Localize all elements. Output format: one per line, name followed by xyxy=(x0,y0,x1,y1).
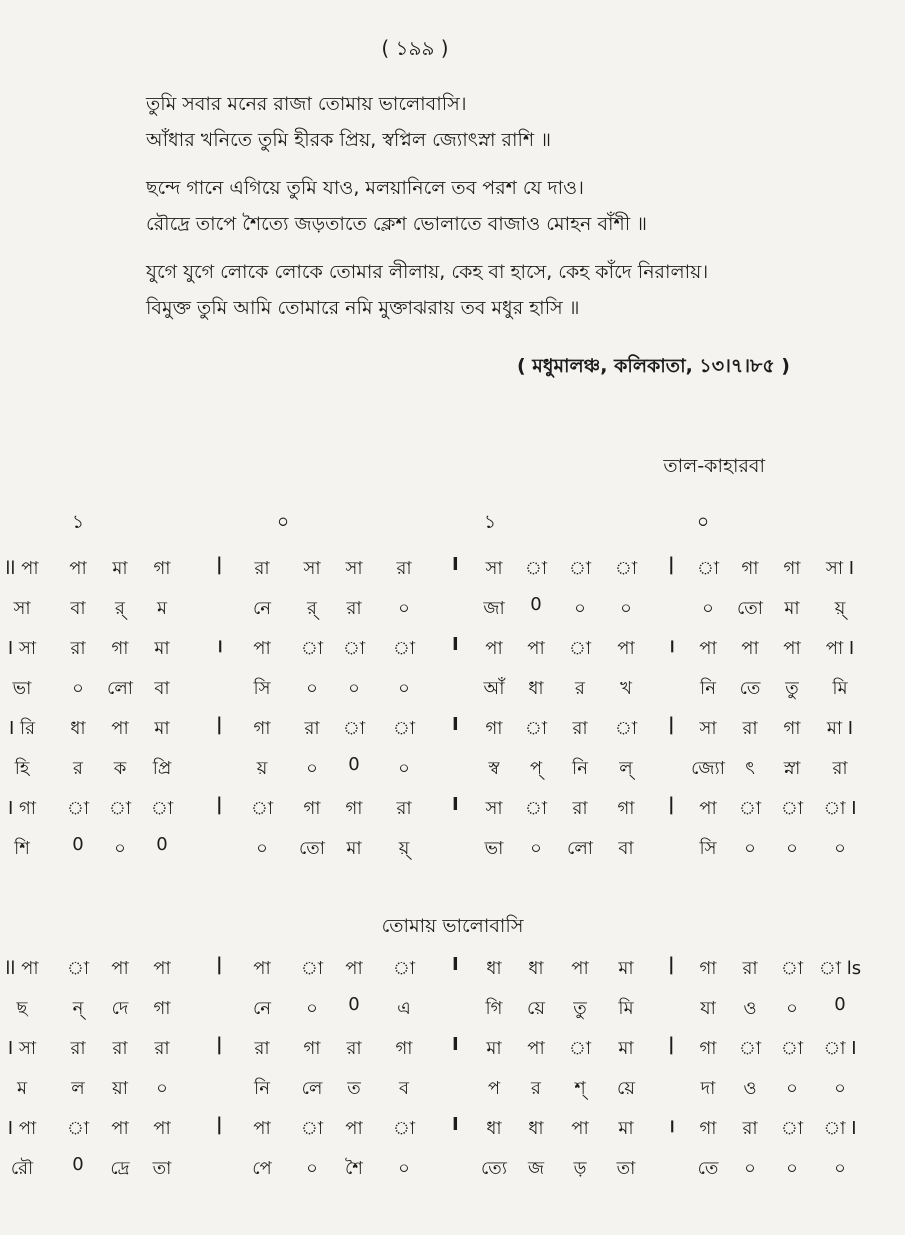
lyric-syllable: ন্ xyxy=(72,998,84,1019)
swara-note: সা xyxy=(699,718,717,739)
lyric-syllable: ড় xyxy=(573,1158,587,1179)
swara-note: পা xyxy=(345,958,363,979)
poem-line: ছন্দে গানে এগিয়ে তুমি যাও, মলয়ানিলে তব পরশ যে দাও। xyxy=(146,177,584,199)
poem-line: আঁধার খনিতে তুমি হীরক প্রিয়, স্বপ্নিল জ্যোৎস্না রাশি ॥ xyxy=(146,129,551,151)
lyric-syllable: ০ xyxy=(114,838,126,859)
swara-note: া xyxy=(392,1118,416,1139)
swara-note: মা xyxy=(154,718,170,739)
lyric-syllable: ০ xyxy=(786,998,798,1019)
bar-line: I xyxy=(452,954,459,975)
swara-note: া xyxy=(524,558,548,579)
poem-line: রৌদ্রে তাপে শৈত্যে জড়তাতে ক্লেশ ভোলাতে বাজাও মোহন বাঁশী ॥ xyxy=(146,213,647,235)
swara-note: গা xyxy=(699,1118,717,1139)
lyric-syllable: ০ xyxy=(786,1078,798,1099)
swara-note: া xyxy=(524,798,548,819)
lyric-syllable: গি xyxy=(485,998,503,1019)
swara-note: া xyxy=(780,798,804,819)
swara-note: রা xyxy=(396,798,412,819)
lyric-syllable: ০ xyxy=(744,1158,756,1179)
swara-note: রা xyxy=(396,558,412,579)
lyric-syllable: ০ xyxy=(786,1158,798,1179)
lyric-syllable: ক xyxy=(113,758,127,779)
bar-line: । xyxy=(216,636,223,657)
lyric-syllable: ও xyxy=(743,1078,757,1099)
swara-note: া xyxy=(568,638,592,659)
swara-note: া xyxy=(614,558,638,579)
lyric-syllable: স্ব xyxy=(488,758,500,779)
lyric-syllable: ভা xyxy=(484,838,504,859)
lyric-syllable: র xyxy=(531,1078,541,1099)
swara-note: ধা xyxy=(486,1118,502,1139)
swara-note: া I xyxy=(823,1038,857,1059)
swara-note: রা xyxy=(742,958,758,979)
swara-note: া xyxy=(614,718,638,739)
swara-note: পা xyxy=(153,958,171,979)
swara-note: রা xyxy=(572,798,588,819)
swara-note: া xyxy=(300,1118,324,1139)
lyric-syllable: ত xyxy=(347,1078,361,1099)
lyric-syllable: য়া xyxy=(112,1078,128,1099)
lyric-syllable: ০ xyxy=(574,598,586,619)
swara-note: পা xyxy=(527,638,545,659)
lyric-syllable: য়্ xyxy=(398,838,410,859)
swara-note: মা xyxy=(112,558,128,579)
swara-note: রা xyxy=(346,1038,362,1059)
bar-line: । xyxy=(668,636,675,657)
swara-note: পা xyxy=(699,798,717,819)
stanza-3 xyxy=(146,254,866,326)
lyric-syllable: ০ xyxy=(306,998,318,1019)
swara-note: া xyxy=(66,798,90,819)
swara-note: ধা xyxy=(528,958,544,979)
swara-note: রা xyxy=(742,1118,758,1139)
swara-note: ধা xyxy=(70,718,86,739)
notation-block-a xyxy=(0,548,905,868)
lyric-syllable: জা xyxy=(483,598,505,619)
beat-mark: ১ xyxy=(483,511,497,533)
lyric-row xyxy=(0,988,905,1028)
lyric-syllable: শ্ xyxy=(574,1078,586,1099)
swara-note: পা xyxy=(69,558,87,579)
swara-note: I সা xyxy=(7,1038,37,1059)
swara-note: গা xyxy=(303,798,321,819)
swara-note: গা xyxy=(617,798,635,819)
swara-note: া xyxy=(250,798,274,819)
swara-note: মা xyxy=(154,638,170,659)
lyric-syllable: ০ xyxy=(398,758,410,779)
swara-note: পা xyxy=(783,638,801,659)
lyric-syllable: ০ xyxy=(834,838,846,859)
swara-note: পা xyxy=(571,958,589,979)
swara-note: I পা xyxy=(7,1118,37,1139)
bar-line: | xyxy=(216,1034,223,1055)
swara-note: মা xyxy=(486,1038,502,1059)
lyric-syllable: তু xyxy=(785,678,799,699)
lyric-syllable: বা xyxy=(618,838,634,859)
swara-note: রা xyxy=(742,718,758,739)
lyric-syllable: ল্ xyxy=(619,758,633,779)
swara-note: া xyxy=(66,958,90,979)
swara-note: সা xyxy=(485,798,503,819)
swara-note: পা xyxy=(153,1118,171,1139)
swara-note: গা xyxy=(253,718,271,739)
swara-note: মা xyxy=(618,958,634,979)
lyric-syllable: লো xyxy=(107,678,133,699)
tala-label: তাল-কাহারবা xyxy=(663,455,765,477)
swara-note: া xyxy=(524,718,548,739)
swara-note: পা xyxy=(111,958,129,979)
swara-note: া xyxy=(568,1038,592,1059)
lyric-syllable: দা xyxy=(700,1078,716,1099)
lyric-syllable: 0 xyxy=(530,594,542,615)
lyric-syllable: ০ xyxy=(398,678,410,699)
lyric-syllable: নে xyxy=(252,998,272,1019)
lyric-syllable: য় xyxy=(256,758,268,779)
lyric-syllable: 0 xyxy=(348,994,360,1015)
lyric-syllable: য়ে xyxy=(527,998,545,1019)
lyric-row xyxy=(0,1148,905,1188)
beat-mark: ০ xyxy=(276,511,290,533)
lyric-row xyxy=(0,588,905,628)
lyric-syllable: 0 xyxy=(72,834,84,855)
swara-row xyxy=(0,548,905,588)
swara-note: পা xyxy=(571,1118,589,1139)
swara-note: া xyxy=(696,558,720,579)
swara-note: পা xyxy=(617,638,635,659)
lyric-syllable: শি xyxy=(14,838,30,859)
swara-note: া ls xyxy=(818,958,862,979)
swara-note: রা xyxy=(70,638,86,659)
lyric-syllable: শৈ xyxy=(345,1158,363,1179)
lyric-syllable: ধা xyxy=(528,678,544,699)
section-title: তোমায় ভালোবাসি xyxy=(381,915,524,937)
swara-note: গা xyxy=(485,718,503,739)
swara-note: I গা xyxy=(7,798,37,819)
poem-line: তুমি সবার মনের রাজা তোমায় ভালোবাসি। xyxy=(146,93,467,115)
bar-line: | xyxy=(668,1034,675,1055)
lyric-syllable: ছ xyxy=(16,998,28,1019)
lyric-syllable: এ xyxy=(397,998,411,1019)
swara-row xyxy=(0,1108,905,1148)
stanza-2 xyxy=(146,170,866,242)
swara-note: গা xyxy=(699,958,717,979)
swara-note: ll পা xyxy=(5,558,39,579)
lyric-row xyxy=(0,668,905,708)
lyric-syllable: তু xyxy=(573,998,587,1019)
lyric-syllable: ০ xyxy=(156,1078,168,1099)
swara-note: া I xyxy=(823,798,857,819)
beat-mark: ০ xyxy=(696,511,710,533)
stanza-1 xyxy=(146,86,866,158)
beat-mark: ১ xyxy=(71,511,85,533)
swara-note: া xyxy=(780,1038,804,1059)
swara-note: া xyxy=(150,798,174,819)
swara-note: I সা xyxy=(7,638,37,659)
bar-line: । xyxy=(668,1116,675,1137)
swara-note: রা xyxy=(254,1038,270,1059)
swara-note: পা xyxy=(345,1118,363,1139)
source-citation: ( মধুমালঞ্চ, কলিকাতা, ১৩।৭।৮৫ ) xyxy=(516,355,790,377)
lyric-syllable: 0 xyxy=(348,754,360,775)
lyric-syllable: ০ xyxy=(398,598,410,619)
lyric-syllable: রা xyxy=(832,758,848,779)
lyric-syllable: ব xyxy=(398,1078,410,1099)
bar-line: | xyxy=(668,714,675,735)
lyric-syllable: খ xyxy=(620,678,632,699)
swara-note: া xyxy=(738,798,762,819)
swara-note: মা xyxy=(618,1038,634,1059)
swara-note: I রি xyxy=(8,718,36,739)
swara-note: পা xyxy=(111,1118,129,1139)
swara-note: া xyxy=(780,958,804,979)
bar-line: I xyxy=(452,1114,459,1135)
swara-note: া xyxy=(300,958,324,979)
lyric-syllable: র xyxy=(73,758,83,779)
swara-note: ll পা xyxy=(5,958,39,979)
lyric-syllable: তা xyxy=(152,1158,172,1179)
swara-row xyxy=(0,788,905,828)
notation-block-b xyxy=(0,948,905,1188)
lyric-syllable: য়্ xyxy=(834,598,846,619)
swara-note: া xyxy=(738,1038,762,1059)
lyric-syllable: ০ xyxy=(72,678,84,699)
lyric-syllable: ল xyxy=(71,1078,85,1099)
swara-note: রা xyxy=(572,718,588,739)
lyric-syllable: ভা xyxy=(12,678,32,699)
lyric-syllable: ০ xyxy=(306,758,318,779)
swara-note: া xyxy=(780,1118,804,1139)
bar-line: | xyxy=(668,954,675,975)
lyric-syllable: ০ xyxy=(834,1158,846,1179)
swara-note: া I xyxy=(823,1118,857,1139)
swara-note: রা xyxy=(112,1038,128,1059)
lyric-syllable: ০ xyxy=(786,838,798,859)
lyric-syllable: দ্রে xyxy=(110,1158,130,1179)
lyric-syllable: লো xyxy=(567,838,593,859)
lyric-syllable: লে xyxy=(301,1078,323,1099)
swara-note: া xyxy=(66,1118,90,1139)
swara-row xyxy=(0,628,905,668)
lyric-syllable: পে xyxy=(252,1158,272,1179)
lyric-syllable: ম xyxy=(157,598,167,619)
bar-line: I xyxy=(452,634,459,655)
lyric-syllable: হি xyxy=(14,758,30,779)
swara-note: গা xyxy=(303,1038,321,1059)
lyric-syllable: আঁ xyxy=(483,678,505,699)
lyric-row xyxy=(0,828,905,868)
swara-note: গা xyxy=(345,798,363,819)
lyric-syllable: নে xyxy=(252,598,272,619)
lyric-syllable: সি xyxy=(253,678,271,699)
lyric-syllable: স্না xyxy=(783,758,801,779)
lyric-syllable: গা xyxy=(153,998,171,1019)
swara-note: পা xyxy=(253,638,271,659)
lyric-syllable: জ xyxy=(527,1158,545,1179)
swara-note: রা xyxy=(254,558,270,579)
lyric-syllable: তে xyxy=(697,1158,719,1179)
lyric-syllable: ০ xyxy=(398,1158,410,1179)
lyric-syllable: ত্যে xyxy=(480,1158,508,1179)
swara-note: া xyxy=(108,798,132,819)
lyric-row xyxy=(0,1068,905,1108)
lyric-syllable: জ্যো xyxy=(691,758,725,779)
lyric-syllable: ০ xyxy=(834,1078,846,1099)
lyric-syllable: মি xyxy=(618,998,634,1019)
swara-row xyxy=(0,948,905,988)
swara-row xyxy=(0,708,905,748)
swara-note: সা I xyxy=(825,558,855,579)
lyric-syllable: র্ xyxy=(115,598,125,619)
lyric-row xyxy=(0,748,905,788)
poem-line: যুগে যুগে লোকে লোকে তোমার লীলায়, কেহ বা হাসে, কেহ কাঁদে নিরালায়। xyxy=(146,261,709,283)
bar-line: | xyxy=(216,794,223,815)
lyric-syllable: দে xyxy=(111,998,129,1019)
lyric-syllable: য়ে xyxy=(617,1078,635,1099)
swara-note: া xyxy=(392,638,416,659)
bar-line: | xyxy=(668,554,675,575)
bar-line: | xyxy=(216,1114,223,1135)
swara-note: রা xyxy=(304,718,320,739)
swara-note: া xyxy=(392,958,416,979)
beat-marks xyxy=(0,508,905,538)
bar-line: I xyxy=(452,714,459,735)
lyric-syllable: ০ xyxy=(620,598,632,619)
swara-note: গা xyxy=(783,718,801,739)
lyric-syllable: সি xyxy=(699,838,717,859)
swara-note: পা xyxy=(253,1118,271,1139)
bar-line: | xyxy=(216,714,223,735)
swara-note: পা xyxy=(699,638,717,659)
lyric-syllable: ৎ xyxy=(745,758,755,779)
swara-note: া xyxy=(342,718,366,739)
lyric-syllable: ০ xyxy=(530,838,542,859)
lyric-syllable: মা xyxy=(784,598,800,619)
swara-note: গা xyxy=(153,558,171,579)
lyric-syllable: 0 xyxy=(834,994,846,1015)
bar-line: I xyxy=(452,1034,459,1055)
swara-note: সা xyxy=(303,558,321,579)
lyric-syllable: প্রি xyxy=(152,758,172,779)
lyric-syllable: র xyxy=(575,678,585,699)
swara-note: পা xyxy=(741,638,759,659)
swara-note: সা xyxy=(345,558,363,579)
swara-note: মা xyxy=(618,1118,634,1139)
lyric-syllable: সা xyxy=(13,598,31,619)
lyric-syllable: বা xyxy=(154,678,170,699)
swara-note: পা xyxy=(253,958,271,979)
swara-note: গা xyxy=(783,558,801,579)
lyric-syllable: 0 xyxy=(156,834,168,855)
lyric-syllable: রৌ xyxy=(10,1158,34,1179)
lyric-syllable: তো xyxy=(298,838,326,859)
lyric-syllable: প্ xyxy=(529,758,543,779)
swara-row xyxy=(0,1028,905,1068)
lyric-syllable: নি xyxy=(572,758,588,779)
swara-note: া xyxy=(392,718,416,739)
lyric-syllable: তে xyxy=(739,678,761,699)
lyric-syllable: নি xyxy=(700,678,716,699)
swara-note: গা xyxy=(111,638,129,659)
swara-note: মা I xyxy=(826,718,854,739)
page-number: ( ১৯৯ ) xyxy=(381,36,449,60)
lyric-syllable: মি xyxy=(832,678,848,699)
bar-line: I xyxy=(452,554,459,575)
bar-line: | xyxy=(216,954,223,975)
swara-note: রা xyxy=(70,1038,86,1059)
lyric-syllable: ০ xyxy=(348,678,360,699)
lyric-syllable: বা xyxy=(70,598,86,619)
swara-note: গা xyxy=(395,1038,413,1059)
lyric-syllable: রা xyxy=(346,598,362,619)
swara-note: ধা xyxy=(528,1118,544,1139)
lyric-syllable: ও xyxy=(743,998,757,1019)
swara-note: পা xyxy=(527,1038,545,1059)
lyric-syllable: ম xyxy=(17,1078,27,1099)
lyric-syllable: তো xyxy=(736,598,764,619)
lyric-syllable: র্ xyxy=(307,598,317,619)
bar-line: I xyxy=(452,794,459,815)
swara-note: ধা xyxy=(486,958,502,979)
lyric-syllable: ০ xyxy=(702,598,714,619)
swara-note: গা xyxy=(741,558,759,579)
lyric-syllable: ০ xyxy=(256,838,268,859)
lyric-syllable: তা xyxy=(616,1158,636,1179)
swara-note: পা I xyxy=(825,638,855,659)
swara-note: গা xyxy=(699,1038,717,1059)
lyric-syllable: 0 xyxy=(72,1154,84,1175)
lyric-syllable: প xyxy=(487,1078,501,1099)
lyric-syllable: ০ xyxy=(306,1158,318,1179)
lyric-syllable: মা xyxy=(346,838,362,859)
swara-note: রা xyxy=(154,1038,170,1059)
swara-note: সা xyxy=(485,558,503,579)
swara-note: পা xyxy=(485,638,503,659)
bar-line: | xyxy=(216,554,223,575)
swara-note: া xyxy=(342,638,366,659)
poem-line: বিমুক্ত তুমি আমি তোমারে নমি মুক্তাঝরায় তব মধুর হাসি ॥ xyxy=(146,297,580,319)
lyric-syllable: ০ xyxy=(744,838,756,859)
lyric-syllable: ০ xyxy=(306,678,318,699)
swara-note: া xyxy=(568,558,592,579)
lyric-syllable: নি xyxy=(254,1078,270,1099)
bar-line: | xyxy=(668,794,675,815)
lyric-syllable: যা xyxy=(700,998,716,1019)
swara-note: পা xyxy=(111,718,129,739)
swara-note: া xyxy=(300,638,324,659)
